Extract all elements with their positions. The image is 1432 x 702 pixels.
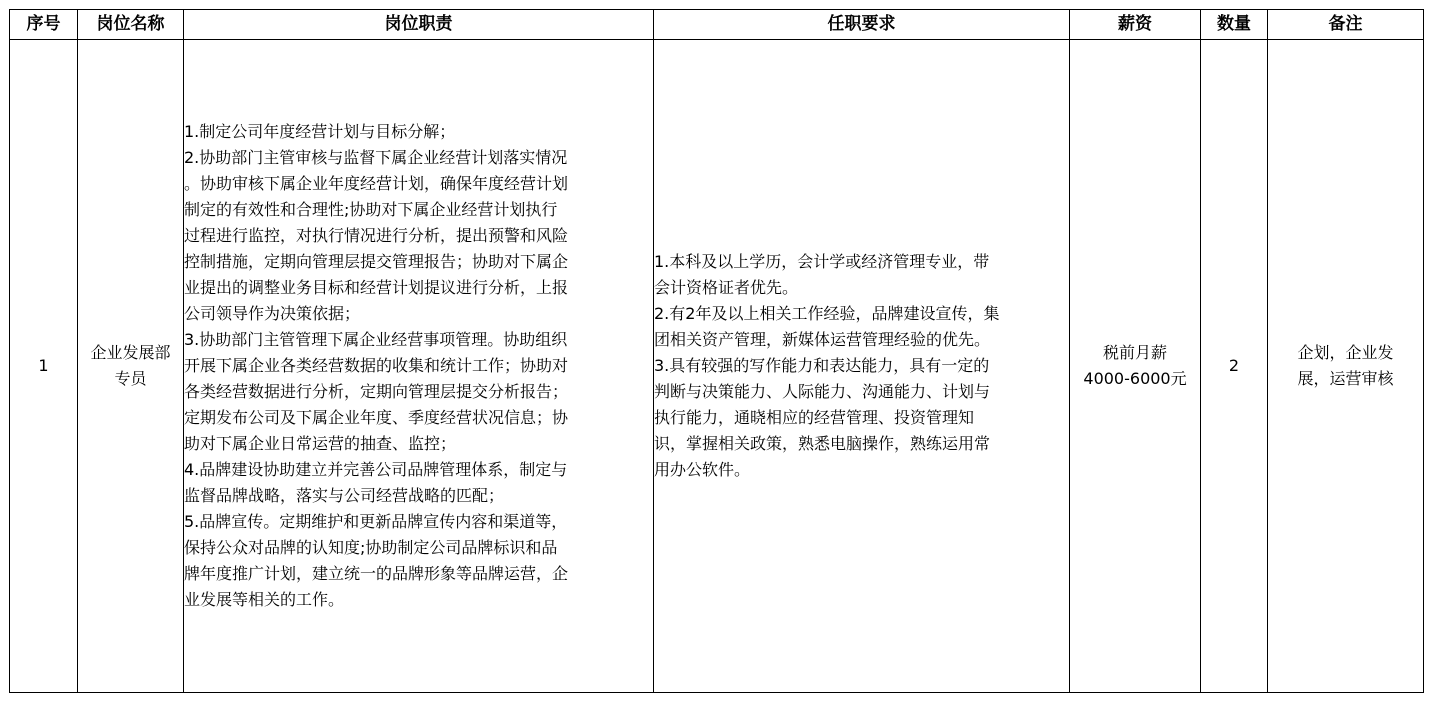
- requirements-line: 会计资格证者优先。: [654, 278, 799, 297]
- requirements-line: 用办公软件。: [654, 460, 751, 479]
- cell-duties: [184, 40, 654, 693]
- duties-line: 业提出的调整业务目标和经营计划提议进行分析，上报: [184, 278, 569, 297]
- duties-line: 各类经营数据进行分析，定期向管理层提交分析报告；: [184, 382, 569, 401]
- position-line: 专员: [114, 369, 147, 388]
- cell-count: 2: [1201, 40, 1268, 693]
- requirements-line: 执行能力，通晓相应的经营管理、投资管理知: [654, 408, 975, 427]
- duties-line: 保持公众对品牌的认知度;协助制定公司品牌标识和品: [184, 538, 558, 557]
- position-line: 企业发展部: [90, 343, 171, 362]
- remarks-line: 展，运营审核: [1297, 369, 1394, 388]
- requirements-line: 识，掌握相关政策，熟悉电脑操作，熟练运用常: [654, 434, 991, 453]
- job-posting-table: [9, 9, 1424, 693]
- duties-line: 。协助审核下属企业年度经营计划，确保年度经营计划: [184, 174, 569, 193]
- requirements-line: 判断与决策能力、人际能力、沟通能力、计划与: [654, 382, 991, 401]
- cell-remarks: [1268, 40, 1424, 693]
- table-header-row: [10, 10, 1424, 40]
- salary-line: 税前月薪: [1102, 343, 1167, 362]
- duties-line: 监督品牌战略，落实与公司经营战略的匹配；: [184, 486, 505, 505]
- duties-line: 1.制定公司年度经营计划与目标分解；: [184, 122, 456, 141]
- header-remarks: 备注: [1268, 10, 1424, 40]
- header-requirements: 任职要求: [654, 10, 1070, 40]
- requirements-line: 3.具有较强的写作能力和表达能力，具有一定的: [654, 356, 990, 375]
- table-row: [10, 40, 1424, 693]
- duties-line: 牌年度推广计划，建立统一的品牌形象等品牌运营，企: [184, 564, 569, 583]
- duties-line: 控制措施，定期向管理层提交管理报告；协助对下属企: [184, 252, 569, 271]
- duties-line: 2.协助部门主管审核与监督下属企业经营计划落实情况: [184, 148, 568, 167]
- duties-line: 助对下属企业日常运营的抽查、监控；: [184, 434, 457, 453]
- header-duties: 岗位职责: [184, 10, 654, 40]
- header-position: 岗位名称: [78, 10, 184, 40]
- cell-seq: 1: [10, 40, 78, 693]
- duties-line: 3.协助部门主管管理下属企业经营事项管理。协助组织: [184, 330, 568, 349]
- requirements-line: 2.有2年及以上相关工作经验，品牌建设宣传，集: [654, 304, 1000, 323]
- duties-line: 过程进行监控，对执行情况进行分析，提出预警和风险: [184, 226, 569, 245]
- duties-line: 制定的有效性和合理性;协助对下属企业经营计划执行: [184, 200, 558, 219]
- duties-line: 公司领导作为决策依据；: [184, 304, 361, 323]
- cell-salary: [1070, 40, 1201, 693]
- duties-line: 4.品牌建设协助建立并完善公司品牌管理体系，制定与: [184, 460, 568, 479]
- header-salary: 薪资: [1070, 10, 1201, 40]
- salary-line: 4000-6000元: [1083, 369, 1187, 388]
- remarks-line: 企划，企业发: [1297, 343, 1394, 362]
- requirements-line: 团相关资产管理，新媒体运营管理经验的优先。: [654, 330, 991, 349]
- requirements-line: 1.本科及以上学历，会计学或经济管理专业，带: [654, 252, 990, 271]
- header-count: 数量: [1201, 10, 1268, 40]
- duties-line: 开展下属企业各类经营数据的收集和统计工作；协助对: [184, 356, 569, 375]
- cell-position: [78, 40, 184, 693]
- duties-line: 5.品牌宣传。定期维护和更新品牌宣传内容和渠道等，: [184, 512, 568, 531]
- cell-requirements: [654, 40, 1070, 693]
- duties-line: 业发展等相关的工作。: [184, 590, 345, 609]
- duties-line: 定期发布公司及下属企业年度、季度经营状况信息；协: [184, 408, 569, 427]
- header-seq: 序号: [10, 10, 78, 40]
